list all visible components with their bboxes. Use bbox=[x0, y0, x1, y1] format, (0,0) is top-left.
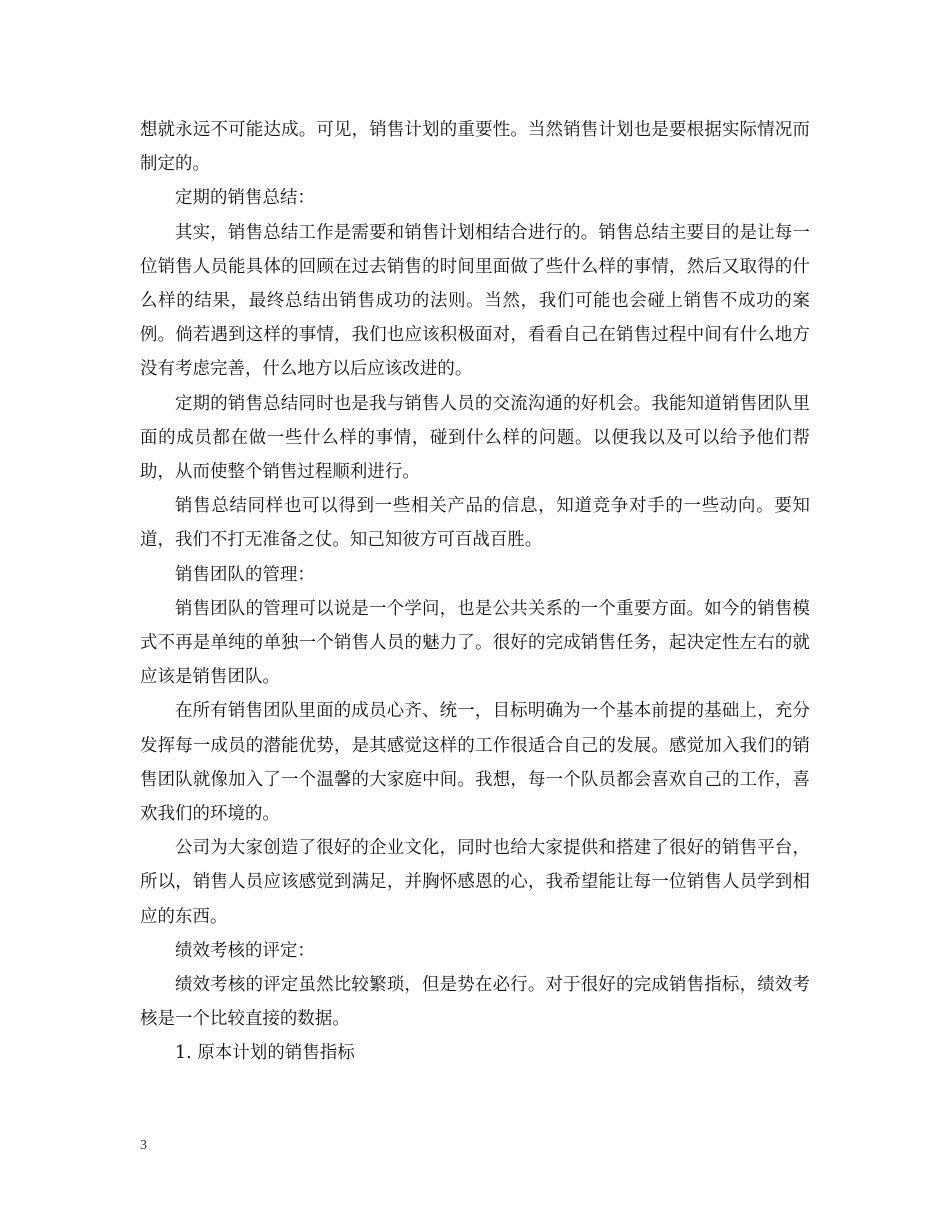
paragraph-company-culture: 公司为大家创造了很好的企业文化，同时也给大家提供和搭建了很好的销售平台，所以，销售人员应该感觉到满足，并胸怀感恩的心，我希望能让每一位销售人员学到相应的东西。 bbox=[140, 838, 810, 927]
heading-performance-review: 绩效考核的评定： bbox=[175, 940, 315, 961]
list-item-original-sales-target: 1. 原本计划的销售指标 bbox=[175, 1043, 355, 1064]
paragraph-summary-communication: 定期的销售总结同时也是我与销售人员的交流沟通的好机会。我能知道销售团队里面的成员都在做一些什么样的事情，碰到什么样的问题。以便我以及可以给予他们帮助，从而使整个销售过程顺利进行。 bbox=[140, 393, 810, 483]
page-number: 3 bbox=[140, 1138, 147, 1153]
heading-sales-summary: 定期的销售总结： bbox=[175, 188, 315, 209]
document-body bbox=[140, 113, 810, 1071]
paragraph-continued-plan-importance: 想就永远不可能达成。可见，销售计划的重要性。当然销售计划也是要根据实际情况而制定的。 bbox=[140, 120, 810, 175]
heading-team-management: 销售团队的管理： bbox=[175, 564, 315, 585]
paragraph-performance-review: 绩效考核的评定虽然比较繁琐，但是势在必行。对于很好的完成销售指标，绩效考核是一个比较直接的数据。 bbox=[140, 975, 810, 1030]
paragraph-team-unity: 在所有销售团队里面的成员心齐、统一，目标明确为一个基本前提的基础上，充分发挥每一成员的潜能优势，是其感觉这样的工作很适合自己的发展。感觉加入我们的销售团队就像加入了一个温馨的大家庭中间。我想，每一个队员都会喜欢自己的工作，喜欢我们的环境的。 bbox=[140, 701, 810, 825]
paragraph-summary-competitors: 销售总结同样也可以得到一些相关产品的信息，知道竞争对手的一些动向。要知道，我们不打无准备之仗。知己知彼方可百战百胜。 bbox=[140, 496, 810, 551]
paragraph-team-management: 销售团队的管理可以说是一个学问，也是公共关系的一个重要方面。如今的销售模式不再是单纯的单独一个销售人员的魅力了。很好的完成销售任务，起决定性左右的就应该是销售团队。 bbox=[140, 598, 810, 688]
paragraph-sales-summary-purpose: 其实，销售总结工作是需要和销售计划相结合进行的。销售总结主要目的是让每一位销售人员能具体的回顾在过去销售的时间里面做了些什么样的事情，然后又取得的什么样的结果，最终总结出销售成功的法则。当然，我们可能也会碰上销售不成功的案例。倘若遇到这样的事情，我们也应该积极面对，看看自己在销售过程中间有什么地方没有考虑完善，什么地方以后应该改进的。 bbox=[140, 222, 810, 380]
